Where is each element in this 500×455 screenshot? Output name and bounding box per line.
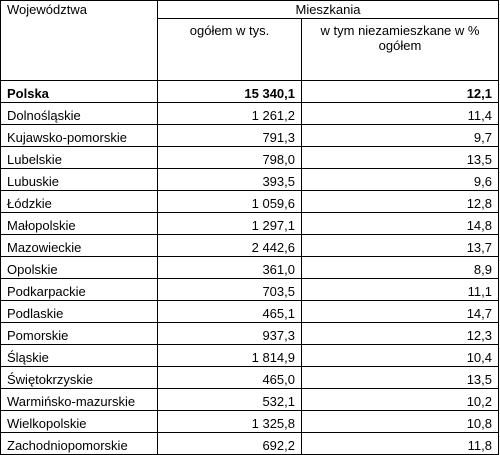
region-cell: Kujawsko-pomorskie [1, 125, 158, 147]
table-row [1, 147, 499, 169]
total-cell: 465,1 [158, 301, 302, 323]
total-cell: 465,0 [158, 367, 302, 389]
region-cell: Warmińsko-mazurskie [1, 389, 158, 411]
table-row [1, 191, 499, 213]
unoccupied-cell: 12,8 [302, 191, 499, 213]
total-cell: 2 442,6 [158, 235, 302, 257]
region-cell: Łódzkie [1, 191, 158, 213]
table-row [1, 125, 499, 147]
table-row [1, 235, 499, 257]
total-column-header: ogółem w tys. [158, 19, 302, 81]
total-cell: 1 325,8 [158, 411, 302, 433]
table-row [1, 257, 499, 279]
region-cell: Zachodniopomorskie [1, 433, 158, 455]
table-row [1, 213, 499, 235]
table-row [1, 301, 499, 323]
unoccupied-cell: 12,3 [302, 323, 499, 345]
region-cell: Podkarpackie [1, 279, 158, 301]
region-cell: Polska [1, 81, 158, 103]
unoccupied-cell: 11,8 [302, 433, 499, 455]
unoccupied-cell: 13,5 [302, 147, 499, 169]
table-row [1, 323, 499, 345]
total-cell: 703,5 [158, 279, 302, 301]
unoccupied-cell: 10,8 [302, 411, 499, 433]
region-cell: Pomorskie [1, 323, 158, 345]
table-row [1, 389, 499, 411]
unoccupied-cell: 14,8 [302, 213, 499, 235]
region-cell: Lubelskie [1, 147, 158, 169]
table-row [1, 345, 499, 367]
total-cell: 798,0 [158, 147, 302, 169]
unoccupied-cell: 10,2 [302, 389, 499, 411]
unoccupied-cell: 9,7 [302, 125, 499, 147]
unoccupied-cell: 14,7 [302, 301, 499, 323]
total-cell: 532,1 [158, 389, 302, 411]
table-row [1, 103, 499, 125]
total-cell: 15 340,1 [158, 81, 302, 103]
header-row [1, 1, 499, 19]
unoccupied-cell: 13,7 [302, 235, 499, 257]
unoccupied-cell: 11,1 [302, 279, 499, 301]
total-cell: 937,3 [158, 323, 302, 345]
total-cell: 791,3 [158, 125, 302, 147]
region-cell: Małopolskie [1, 213, 158, 235]
total-cell: 1 814,9 [158, 345, 302, 367]
table-row [1, 279, 499, 301]
unoccupied-cell: 13,5 [302, 367, 499, 389]
region-cell: Mazowieckie [1, 235, 158, 257]
table-row [1, 169, 499, 191]
region-cell: Opolskie [1, 257, 158, 279]
region-cell: Świętokrzyskie [1, 367, 158, 389]
total-cell: 393,5 [158, 169, 302, 191]
unoccupied-cell: 12,1 [302, 81, 499, 103]
table-row [1, 367, 499, 389]
region-cell: Podlaskie [1, 301, 158, 323]
total-cell: 1 297,1 [158, 213, 302, 235]
unoccupied-cell: 11,4 [302, 103, 499, 125]
total-cell: 1 059,6 [158, 191, 302, 213]
unoccupied-cell: 8,9 [302, 257, 499, 279]
unoccupied-column-header: w tym niezamieszkane w % ogółem [302, 19, 499, 81]
total-cell: 692,2 [158, 433, 302, 455]
region-cell: Wielkopolskie [1, 411, 158, 433]
total-cell: 1 261,2 [158, 103, 302, 125]
table-body [1, 81, 499, 455]
total-cell: 361,0 [158, 257, 302, 279]
dwellings-group-header: Mieszkania [158, 1, 499, 19]
unoccupied-cell: 9,6 [302, 169, 499, 191]
region-column-header: Województwa [1, 1, 158, 81]
region-cell: Dolnośląskie [1, 103, 158, 125]
table-row [1, 81, 499, 103]
region-cell: Lubuskie [1, 169, 158, 191]
unoccupied-cell: 10,4 [302, 345, 499, 367]
table-row [1, 411, 499, 433]
region-cell: Śląskie [1, 345, 158, 367]
table-row [1, 433, 499, 455]
